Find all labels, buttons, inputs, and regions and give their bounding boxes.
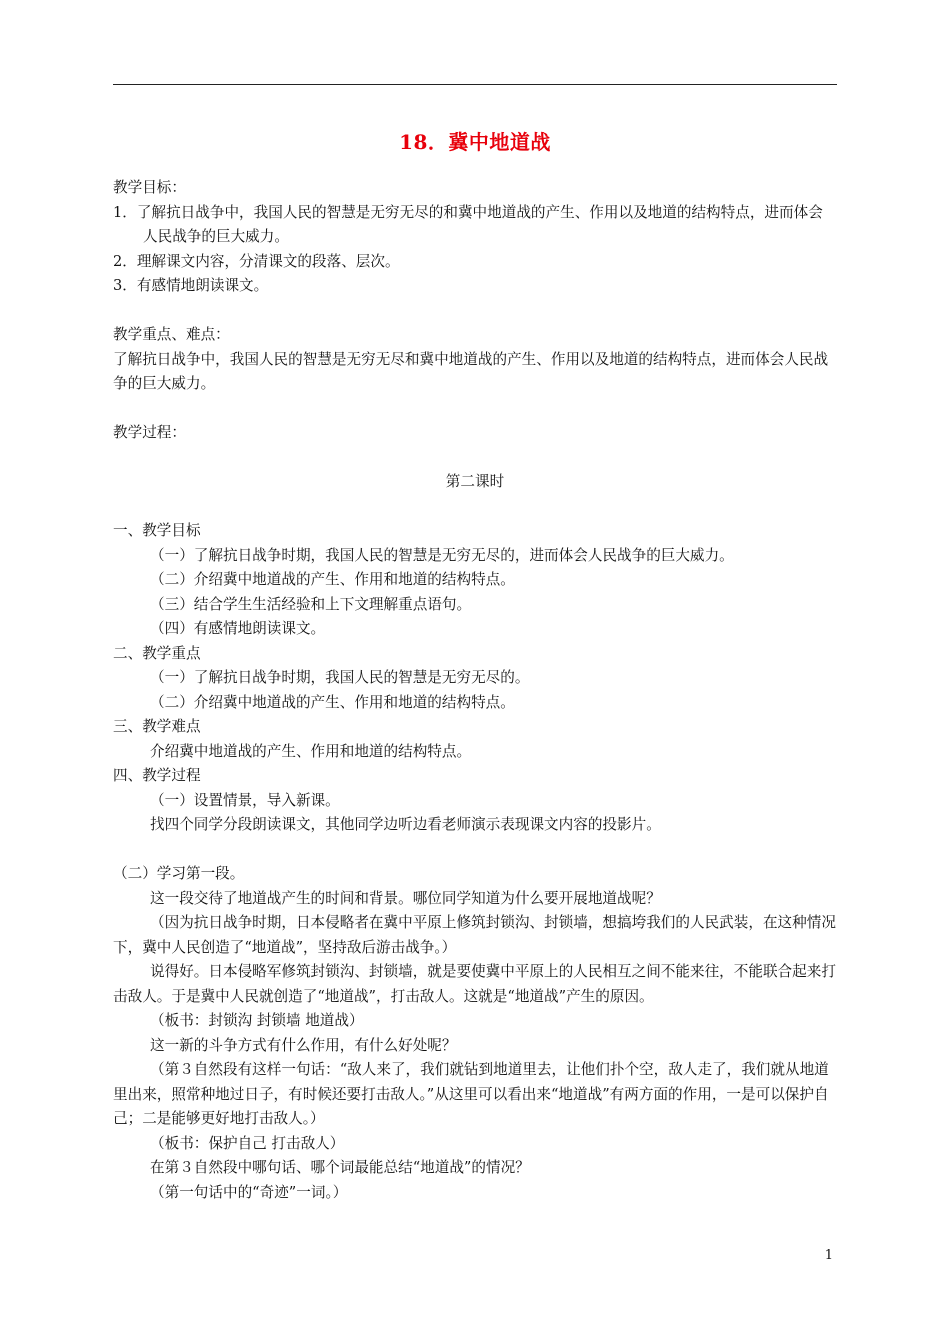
page-title: 18．冀中地道战 xyxy=(399,130,551,154)
document-body xyxy=(113,176,837,1205)
section-item: （二）介绍冀中地道战的产生、作用和地道的结构特点。 xyxy=(150,693,515,711)
paragraph: 在第３自然段中哪句话、哪个词最能总结“地道战”的情况？ xyxy=(150,1159,530,1176)
lesson-title: 第二课时 xyxy=(445,473,505,490)
section-item: （一）了解抗日战争时期，我国人民的智慧是无穷无尽的。 xyxy=(150,669,530,686)
page-number: 1 xyxy=(824,1248,833,1263)
part-heading: （二）学习第一段。 xyxy=(113,865,245,882)
section-item: 介绍冀中地道战的产生、作用和地道的结构特点。 xyxy=(150,742,472,760)
section-item: 找四个同学分段朗读课文，其他同学边听边看老师演示表现课文内容的投影片。 xyxy=(150,816,661,833)
process-heading: 教学过程： xyxy=(113,424,186,441)
section-heading: 二、教学重点 xyxy=(113,644,201,662)
blackboard-note: （板书：保护自己 打击敌人） xyxy=(150,1134,345,1152)
section-heading: 三、教学难点 xyxy=(113,718,201,735)
paragraph: （第３自然段有这样一句话：“敌人来了，我们就钻到地道里去，让他们扑个空，敌人走了，我们就从地道里出来，照常种地过日子，有时候还要打击敌人。”从这里可以看出来“地道战”有两方面的作用，一是可以保护自己；二是能够更好地打击敌人。） xyxy=(113,1061,829,1127)
section-heading: 四、教学过程 xyxy=(113,767,201,784)
section-item: （一）了解抗日战争时期，我国人民的智慧是无穷无尽的，进而体会人民战争的巨大威力。 xyxy=(150,546,734,564)
header-rule xyxy=(113,84,837,85)
goal-item: 3．有感情地朗读课文。 xyxy=(113,277,269,294)
section-item: （四）有感情地朗读课文。 xyxy=(150,620,326,637)
keypoints-heading: 教学重点、难点： xyxy=(113,326,230,343)
section-heading: 一、教学目标 xyxy=(113,522,201,539)
section-item: （一）设置情景，导入新课。 xyxy=(150,791,340,809)
paragraph: 说得好。日本侵略军修筑封锁沟、封锁墙，就是要使冀中平原上的人民相互之间不能来往，不能联合起来打击敌人。于是冀中人民就创造了“地道战”，打击敌人。这就是“地道战”产生的原因。 xyxy=(113,963,836,1005)
section-item: （二）介绍冀中地道战的产生、作用和地道的结构特点。 xyxy=(150,571,515,588)
paragraph: 这一段交待了地道战产生的时间和背景。哪位同学知道为什么要开展地道战呢？ xyxy=(150,889,661,907)
keypoints-text: 了解抗日战争中，我国人民的智慧是无穷无尽和冀中地道战的产生、作用以及地道的结构特点，进而体会人民战争的巨大威力。 xyxy=(113,350,829,392)
goal-item: 2．理解课文内容，分清课文的段落、层次。 xyxy=(113,252,400,270)
goals-heading: 教学目标： xyxy=(113,179,186,196)
paragraph: （因为抗日战争时期，日本侵略者在冀中平原上修筑封锁沟、封锁墙，想搞垮我们的人民武装，在这种情况下，冀中人民创造了“地道战”，坚持敌后游击战争。） xyxy=(113,914,836,956)
blackboard-note: （板书：封锁沟 封锁墙 地道战） xyxy=(150,1012,364,1029)
goal-item: 1．了解抗日战争中，我国人民的智慧是无穷无尽的和冀中地道战的产生、作用以及地道的结构特点，进而体会人民战争的巨大威力。 xyxy=(113,203,823,245)
section-item: （三）结合学生生活经验和上下文理解重点语句。 xyxy=(150,595,472,613)
paragraph: （第一句话中的“奇迹”一词。） xyxy=(150,1183,348,1201)
paragraph: 这一新的斗争方式有什么作用，有什么好处呢？ xyxy=(150,1036,457,1054)
